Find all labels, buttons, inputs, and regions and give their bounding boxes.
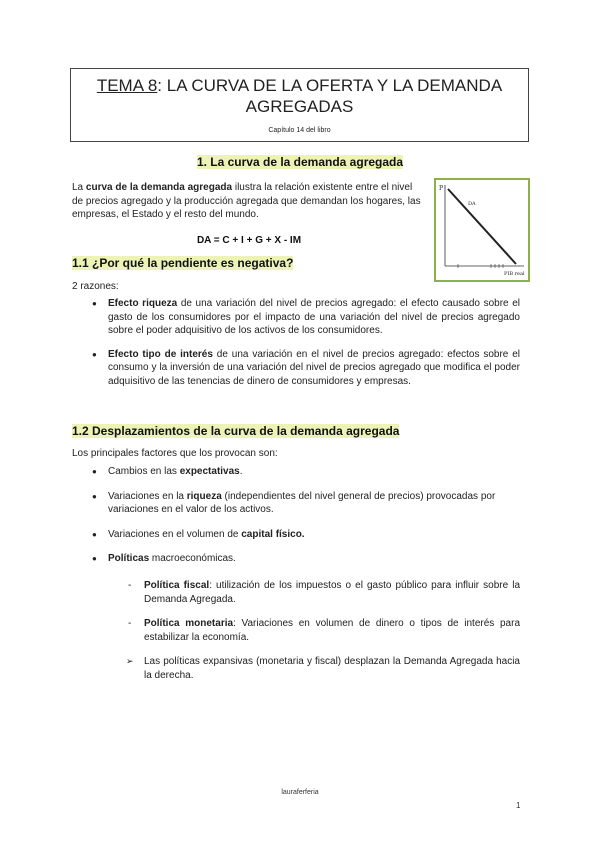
item-bold: Efecto tipo de interés: [108, 348, 213, 360]
item-post: macroeconómicas.: [149, 553, 236, 564]
formula: DA = C + I + G + X - IM: [196, 235, 302, 246]
list-item: [92, 552, 520, 566]
footer-author: lauraferferia: [281, 789, 319, 796]
demand-chart: [434, 178, 530, 282]
title-box: [70, 68, 529, 142]
list-item: [92, 490, 520, 517]
item-bold: Políticas: [108, 553, 150, 564]
bullet-icon: ●: [92, 491, 97, 501]
arrow-icon: ➢: [126, 656, 134, 666]
demand-curve: [448, 189, 516, 264]
section-1-2-list: [92, 465, 520, 566]
title-label: TEMA 8: [96, 76, 158, 95]
item-pre: Variaciones en la: [108, 490, 187, 502]
section-1-2-heading: 1.2 Desplazamientos de la curva de la demanda agregada: [72, 424, 400, 438]
policy-sublist: [126, 579, 521, 682]
item-bold: expectativas: [179, 466, 240, 477]
list-item: [92, 528, 520, 542]
page-number: 1: [516, 801, 521, 810]
sub-list-item: [128, 617, 521, 644]
item-text: de una variación en el nivel de precios agregado: efectos sobre el consumo y la inversión de una variación del nivel de precios agregado que modifica el poder adquisitivo de las tenencias de dinero de consumidores y empresas.: [108, 348, 521, 387]
conclusion-item: [126, 655, 520, 682]
sub-item-text: : utilización de los impuestos o el gasto público para influir sobre la Demanda Agregada.: [144, 580, 521, 605]
item-pre: Variaciones en el volumen de: [108, 528, 242, 540]
sub-item-bold: Política fiscal: [144, 580, 210, 591]
list-item: [92, 297, 520, 338]
list-item: [92, 465, 520, 479]
bullet-icon: ●: [92, 349, 97, 359]
item-bold: riqueza: [186, 490, 222, 502]
section-1-1-lead: 2 razones:: [72, 281, 119, 292]
item-text: de una variación del nivel de precios agregado: el efecto causado sobre el gasto de los consumidores por el impacto de una variación del nivel de precios agregado sobre el poder adquisitivo de los activos de los consumidores.: [108, 298, 520, 336]
curve-label: DA: [468, 201, 476, 207]
conclusion-text: Las políticas expansivas (monetaria y fiscal) desplazan la Demanda Agregada hacia la derecha.: [144, 656, 520, 681]
section-1-2-lead: Los principales factores que los provocan son:: [72, 448, 278, 459]
page-title: [71, 75, 528, 117]
bullet-icon: ●: [92, 554, 97, 563]
item-post: (independientes del nivel general de precios) provocadas por variaciones en el valor de los activos.: [108, 490, 496, 515]
section-1-1-list: [92, 297, 521, 388]
item-bold: capital físico.: [241, 528, 305, 540]
bullet-icon: ●: [92, 467, 97, 476]
section-1-2-heading-wrap: [72, 424, 399, 438]
list-item: [92, 348, 521, 389]
section-1-intro: [72, 181, 426, 222]
intro-pre: La: [72, 182, 86, 193]
section-1-1-heading-wrap: [72, 256, 293, 270]
sub-item-text: : Variaciones en volumen de dinero o tipos de interés para estabilizar la economía.: [144, 618, 521, 643]
x-label: PIB real: [504, 271, 525, 277]
item-pre: Cambios en las: [108, 466, 180, 477]
item-post: .: [239, 466, 243, 477]
section-1-1-heading: 1.1 ¿Por qué la pendiente es negativa?: [72, 256, 294, 270]
y-label: P: [439, 185, 444, 192]
bullet-icon: ●: [92, 299, 97, 308]
intro-post: ilustra la relación existente entre el nivel de precios agregado y la producción agregada que demandan los hogares, las empresas, el Estado y el resto del mundo.: [72, 182, 421, 220]
dash-icon: -: [128, 580, 132, 591]
item-bold: Efecto riqueza: [108, 298, 178, 309]
bullet-icon: ●: [92, 529, 97, 539]
dash-icon: -: [128, 618, 132, 629]
demand-chart-svg: [436, 180, 528, 280]
sub-item-bold: Política monetaria: [144, 618, 234, 629]
section-1-heading-wrap: [0, 155, 600, 169]
intro-bold: curva de la demanda agregada: [85, 182, 233, 193]
page-subtitle: Capítulo 14 del libro: [268, 127, 331, 134]
sub-list-item: [128, 579, 521, 606]
section-1-heading: 1. La curva de la demanda agregada: [196, 155, 404, 169]
title-rest: : LA CURVA DE LA OFERTA Y LA DEMANDA AGREGADAS: [157, 76, 503, 116]
